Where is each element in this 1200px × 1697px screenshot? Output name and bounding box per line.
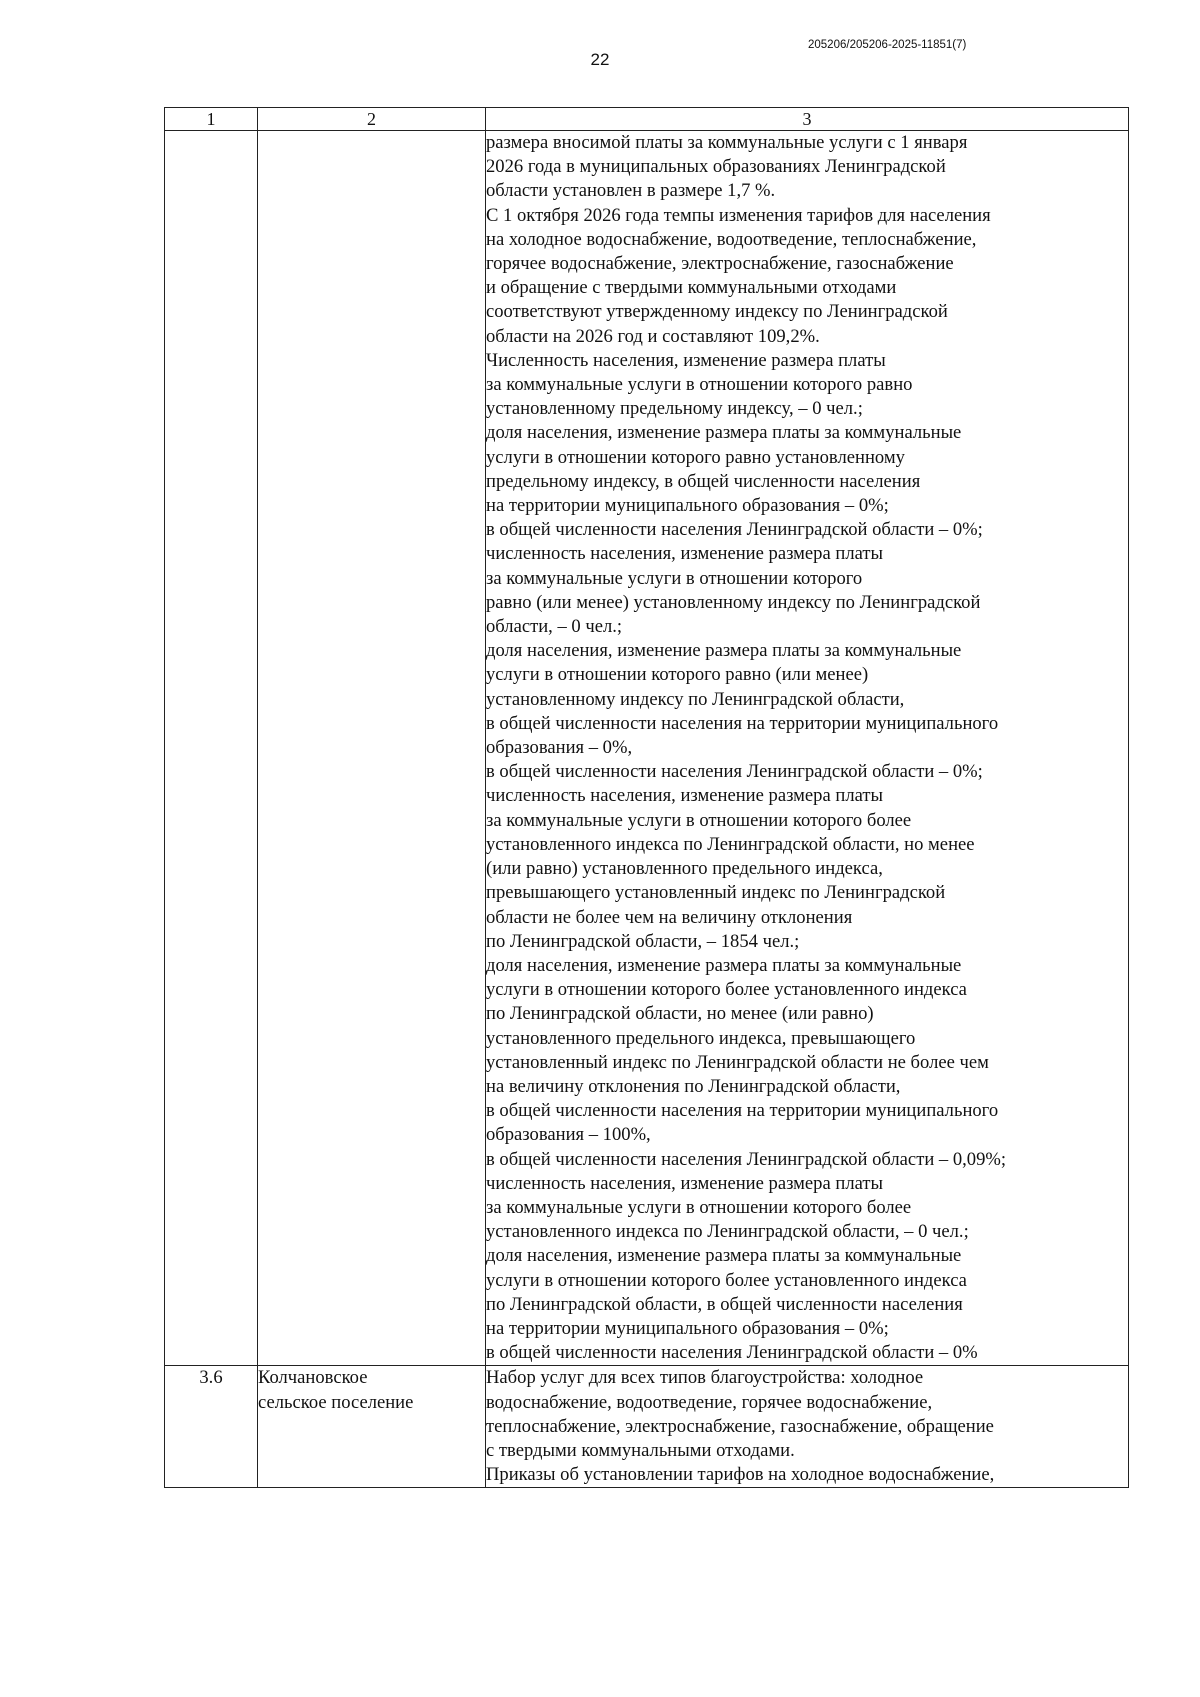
text-line: за коммунальные услуги в отношении которого <box>486 567 863 589</box>
text-line: услуги в отношении которого более установленного индекса <box>486 1269 967 1291</box>
row-description-cell <box>486 1366 1129 1488</box>
text-line: равно (или менее) установленному индексу по Ленинградской <box>486 591 981 613</box>
text-line: доля населения, изменение размера платы за коммунальные <box>486 640 962 662</box>
row-number-cell: 3.6 <box>165 1366 258 1488</box>
text-line: услуги в отношении которого равно установленному <box>486 446 905 468</box>
text-line: доля населения, изменение размера платы за коммунальные <box>486 1245 962 1267</box>
text-line: за коммунальные услуги в отношении которого более <box>486 809 912 831</box>
text-line: за коммунальные услуги в отношении которого более <box>486 1196 912 1218</box>
data-table <box>164 107 1129 1488</box>
text-line: соответствуют утвержденному индексу по Ленинградской <box>486 301 948 323</box>
row-number-cell <box>165 131 258 1366</box>
text-line: 2026 года в муниципальных образованиях Ленинградской <box>486 156 946 178</box>
text-line: размера вносимой платы за коммунальные услуги с 1 января <box>486 132 968 153</box>
text-line: с твердыми коммунальными отходами. <box>486 1439 795 1461</box>
text-line: в общей численности населения Ленинградской области – 0,09%; <box>486 1148 1007 1170</box>
text-line: установленному индексу по Ленинградской области, <box>486 688 905 710</box>
table-row-3-6 <box>165 1366 1129 1488</box>
text-line: и обращение с твердыми коммунальными отходами <box>486 277 897 299</box>
text-line: услуги в отношении которого равно (или менее) <box>486 664 869 686</box>
text-line: в общей численности населения на территории муниципального <box>486 712 999 734</box>
text-line: в общей численности населения Ленинградской области – 0% <box>486 1342 978 1364</box>
settlement-name-line: Колчановское <box>258 1367 368 1389</box>
text-line: за коммунальные услуги в отношении которого равно <box>486 374 913 396</box>
document-id: 205206/205206-2025-11851(7) <box>808 39 967 51</box>
text-line: области на 2026 год и составляют 109,2%. <box>486 325 820 347</box>
column-header-1: 1 <box>165 108 258 131</box>
text-line: на территории муниципального образования – 0%; <box>486 1317 889 1339</box>
table-row-continued <box>165 131 1129 1366</box>
text-line: доля населения, изменение размера платы за коммунальные <box>486 954 962 976</box>
text-line: услуги в отношении которого более установленного индекса <box>486 979 967 1001</box>
text-line: области не более чем на величину отклонения <box>486 906 853 928</box>
text-line: Набор услуг для всех типов благоустройства: холодное <box>486 1367 924 1389</box>
text-line: численность населения, изменение размера платы <box>486 1172 883 1194</box>
text-line: области, – 0 чел.; <box>486 616 623 638</box>
text-line: водоснабжение, водоотведение, горячее водоснабжение, <box>486 1391 933 1413</box>
text-line: предельному индексу, в общей численности населения <box>486 470 921 492</box>
row-name-cell <box>258 1366 486 1488</box>
text-line: установленному предельному индексу, – 0 чел.; <box>486 398 863 420</box>
text-line: на территории муниципального образования – 0%; <box>486 495 889 517</box>
text-line: по Ленинградской области, в общей численности населения <box>486 1293 963 1315</box>
text-line: в общей численности населения Ленинградской области – 0%; <box>486 761 983 783</box>
text-line: установленный индекс по Ленинградской области не более чем <box>486 1051 989 1073</box>
text-line: установленного предельного индекса, превышающего <box>486 1027 916 1049</box>
text-line: численность населения, изменение размера платы <box>486 785 883 807</box>
text-line: (или равно) установленного предельного индекса, <box>486 858 883 880</box>
text-line: численность населения, изменение размера платы <box>486 543 883 565</box>
text-line: превышающего установленный индекс по Ленинградской <box>486 882 946 904</box>
text-line: на холодное водоснабжение, водоотведение, теплоснабжение, <box>486 228 977 250</box>
settlement-name-line: сельское поселение <box>258 1391 414 1413</box>
text-line: доля населения, изменение размера платы за коммунальные <box>486 422 962 444</box>
text-line: по Ленинградской области, но менее (или равно) <box>486 1003 874 1025</box>
text-line: С 1 октября 2026 года темпы изменения тарифов для населения <box>486 204 991 226</box>
text-line: установленного индекса по Ленинградской области, но менее <box>486 833 975 855</box>
text-line: Приказы об установлении тарифов на холодное водоснабжение, <box>486 1464 995 1486</box>
text-line: в общей численности населения Ленинградской области – 0%; <box>486 519 983 541</box>
text-line: области установлен в размере 1,7 %. <box>486 180 776 202</box>
text-line: Численность населения, изменение размера платы <box>486 349 886 371</box>
text-line: теплоснабжение, электроснабжение, газоснабжение, обращение <box>486 1415 994 1437</box>
text-line: образования – 0%, <box>486 737 633 759</box>
row-name-cell <box>258 131 486 1366</box>
column-header-2: 2 <box>258 108 486 131</box>
text-line: в общей численности населения на территории муниципального <box>486 1100 999 1122</box>
page-number: 22 <box>590 50 610 69</box>
text-line: установленного индекса по Ленинградской области, – 0 чел.; <box>486 1221 969 1243</box>
text-line: горячее водоснабжение, электроснабжение, газоснабжение <box>486 253 954 275</box>
text-line: по Ленинградской области, – 1854 чел.; <box>486 930 800 952</box>
column-header-3: 3 <box>486 108 1129 131</box>
table-header-row <box>165 108 1129 131</box>
text-line: образования – 100%, <box>486 1124 651 1146</box>
row-description-cell <box>486 131 1129 1366</box>
text-line: на величину отклонения по Ленинградской области, <box>486 1075 901 1097</box>
